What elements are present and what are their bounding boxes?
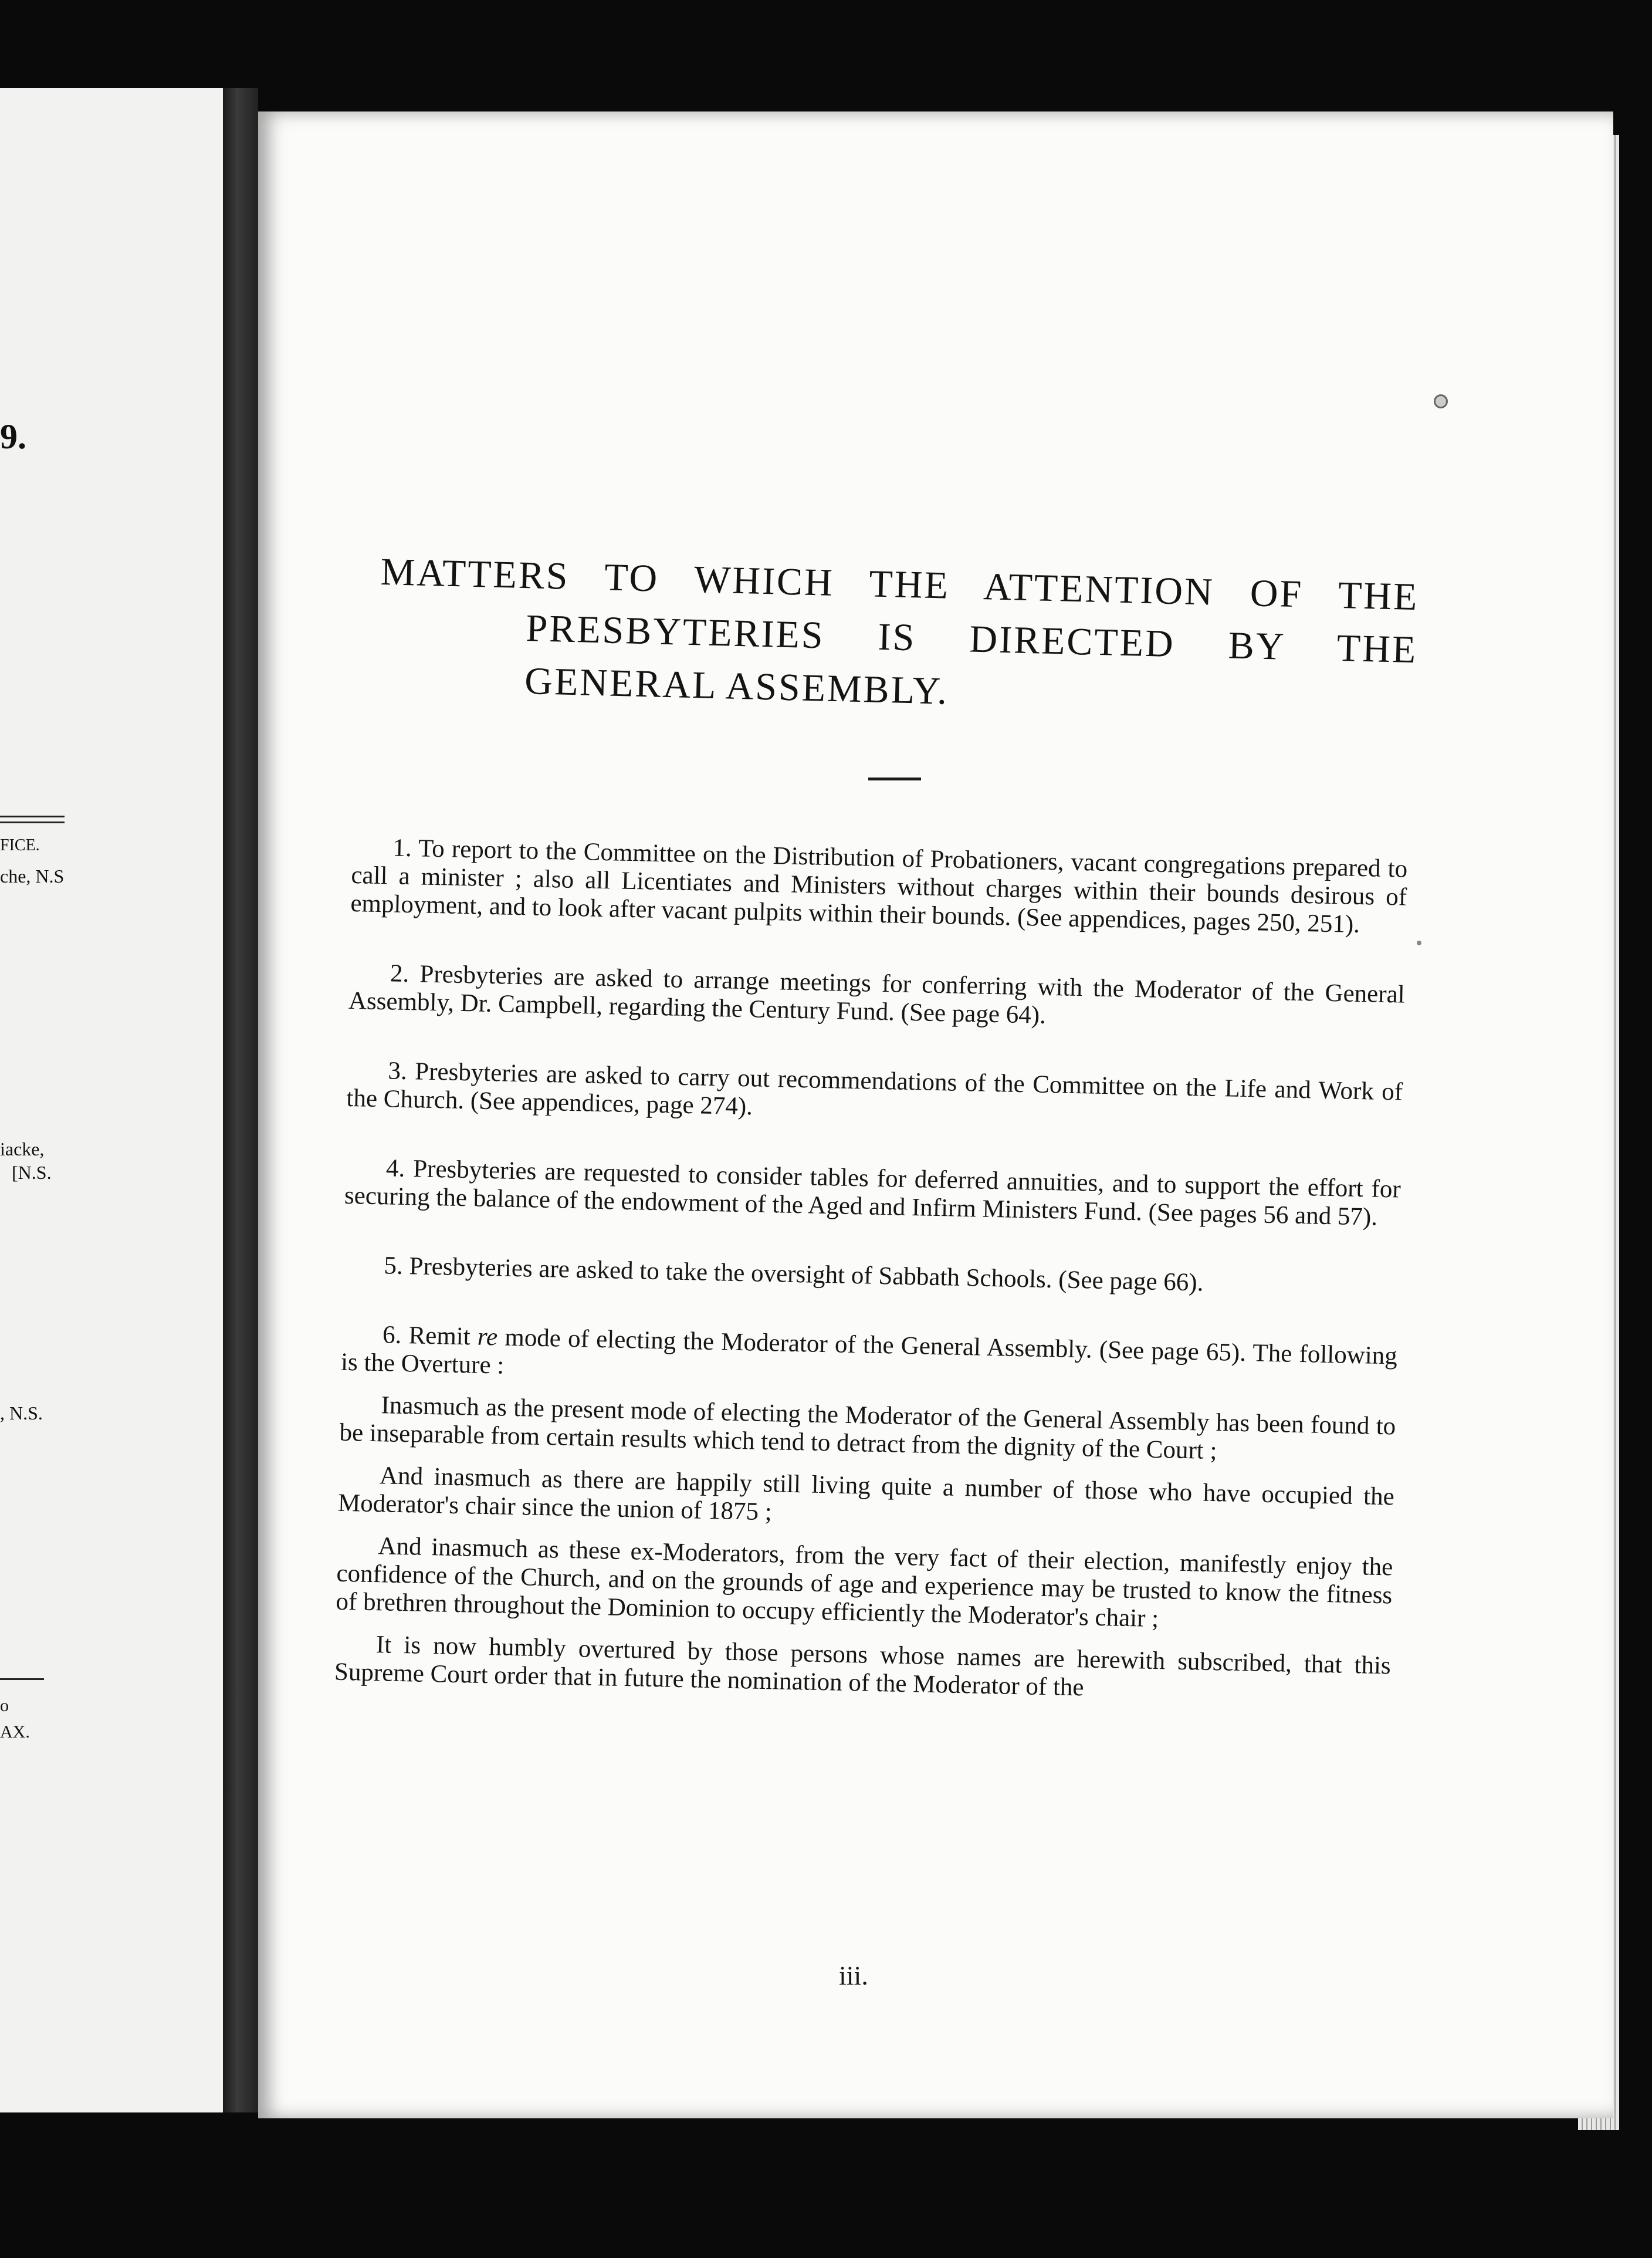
left-rule: [0, 816, 65, 817]
left-fragment: 9.: [0, 417, 26, 456]
left-fragment: o: [0, 1696, 9, 1715]
left-fragment: FICE.: [0, 836, 40, 854]
overture-paragraph: Inasmuch as the present mode of electing the Moderator of the General Assembly has been found to be inseparable from certain results which tend to detract from the dignity of the Court ;: [339, 1391, 1396, 1465]
item-paragraph: 4. Presbyteries are requested to consider tables for deferred annuities, and to support the effort for securing the balance of the endowment of the Aged and Infirm Ministers Fund. (See pages 56 and 57).: [344, 1154, 1402, 1231]
page-number: iii.: [839, 1960, 868, 1990]
left-rule: [0, 1678, 44, 1680]
page-title: [377, 546, 1419, 729]
item-text: mode of electing the Moderator of the General Assembly. (See page 65). The following is the Overture :: [340, 1323, 1398, 1380]
left-facing-page: [0, 88, 226, 2112]
document-body: [334, 833, 1408, 1708]
left-fragment: [N.S.: [12, 1162, 52, 1183]
overture-paragraph: And inasmuch as there are happily still living quite a number of those who have occupied the Moderator's chair since the union of 1875 ;: [337, 1462, 1395, 1526]
item-italic: re: [477, 1323, 498, 1351]
scan-mark: [1434, 394, 1448, 408]
scan-mark: [1417, 941, 1421, 945]
title-line: GENERAL ASSEMBLY.: [524, 660, 949, 713]
left-fragment: AX.: [0, 1722, 30, 1742]
item-text: 6. Remit: [382, 1321, 471, 1351]
left-fragment: , N.S.: [0, 1402, 43, 1424]
item-paragraph: [341, 1320, 1398, 1399]
item-paragraph: 1. To report to the Committee on the Distribution of Probationers, vacant congregations prepared to call a minister ; also all Licentiates and Ministers without charges within their bounds desirous of employment, and to look after vacant pulpits within their bounds. (See appendices, pages 250, 251).: [350, 834, 1408, 939]
left-fragment: che, N.S: [0, 866, 65, 887]
overture-paragraph: And inasmuch as these ex-Moderators, from the very fact of their election, manifestly enjoy the confidence of the Church, and on the grounds of age and experience may be trusted to know the fitness of brethren throughout the Dominion to occupy efficiently the Moderator's chair ;: [336, 1532, 1393, 1633]
separator-rule: [868, 778, 921, 780]
title-line: PRESBYTERIES IS DIRECTED BY THE: [525, 607, 1419, 672]
item-paragraph: 2. Presbyteries are asked to arrange meetings for conferring with the Moderator of the General Assembly, Dr. Campbell, regarding the Century Fund. (See page 64).: [348, 959, 1406, 1029]
item-paragraph: 3. Presbyteries are asked to carry out recommendations of the Committee on the Life and Work of the Church. (See appendices, page 274).: [346, 1057, 1403, 1121]
item-paragraph: 5. Presbyteries are asked to take the oversight of Sabbath Schools. (See page 66).: [384, 1252, 1204, 1297]
overture-paragraph: It is now humbly overtured by those persons whose names are herewith subscribed, that this Supreme Court order that in future the nomination of the Moderator of the: [334, 1631, 1392, 1702]
left-fragment: iacke,: [0, 1138, 45, 1160]
left-rule: [0, 822, 65, 823]
book-gutter: [223, 88, 258, 2112]
title-line: MATTERS TO WHICH THE ATTENTION OF THE: [380, 550, 1420, 619]
